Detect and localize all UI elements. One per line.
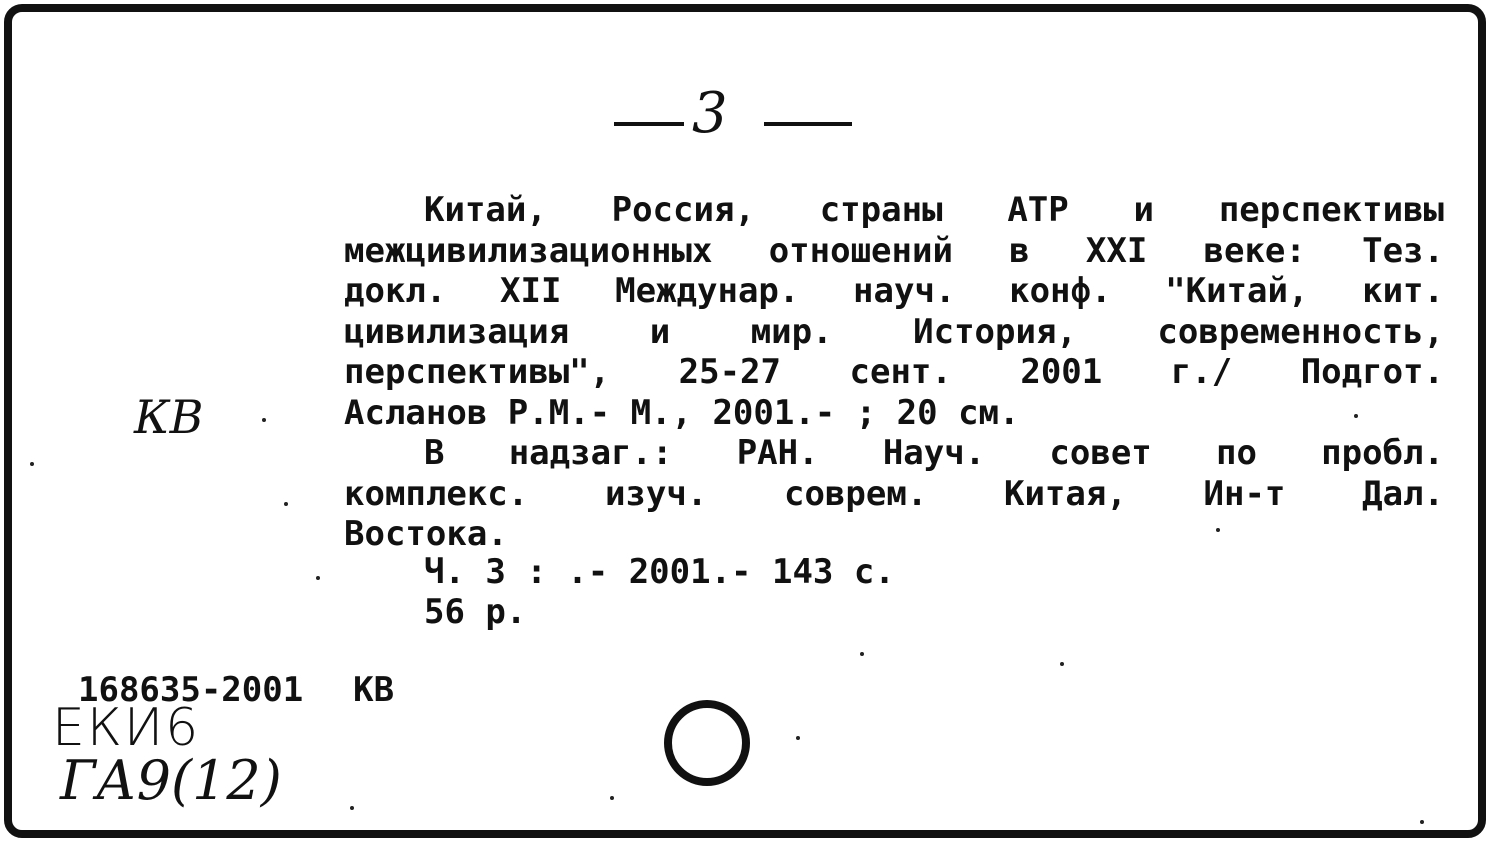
description-line: докл. XII Междунар. науч. конф. "Китай, кит. xyxy=(344,271,1444,311)
margin-mark: КВ xyxy=(134,390,204,444)
speck xyxy=(860,652,864,656)
inventory-number-value: 168635-2001 xyxy=(78,670,304,710)
speck xyxy=(1420,820,1424,824)
hole-punch-circle xyxy=(664,700,750,786)
description-line: межцивилизационных отношений в XXI веке: Тез. xyxy=(344,230,1444,271)
speck xyxy=(262,418,266,422)
page-number xyxy=(608,81,858,152)
note-line: Востока. xyxy=(344,514,508,554)
speck xyxy=(316,576,320,580)
classification-code-2: ГА9(12) xyxy=(60,749,282,812)
speck xyxy=(350,806,354,810)
volume-line: Ч. 3 : .- 2001.- 143 с. xyxy=(424,552,895,592)
description-line: Китай, Россия, страны АТР и перспективы xyxy=(424,190,1444,230)
speck xyxy=(1216,528,1220,532)
speck xyxy=(610,796,614,800)
classification-code-1: ЕКИ6 xyxy=(52,698,201,758)
speck xyxy=(284,502,288,506)
inventory-mark: КВ xyxy=(353,670,395,710)
speck xyxy=(1060,662,1064,666)
description-line: перспективы", 25-27 сент. 2001 г./ Подгот. xyxy=(344,352,1444,392)
note-line: В надзаг.: РАН. Науч. совет по пробл. xyxy=(424,433,1444,473)
description-line: Асланов Р.М.- М., 2001.- ; 20 см. xyxy=(344,392,1020,433)
note-line: комплекс. изуч. соврем. Китая, Ин-т Дал. xyxy=(344,473,1444,514)
description-line: цивилизация и мир. История, современность, xyxy=(344,311,1444,352)
bibliographic-description xyxy=(344,190,1444,555)
price-line: 56 р. xyxy=(424,592,527,632)
speck xyxy=(30,462,34,466)
speck xyxy=(1354,414,1358,418)
speck xyxy=(796,736,800,740)
page-number-dash-left xyxy=(614,122,684,126)
page-number-dash-right xyxy=(764,122,852,126)
page-number-digit: 3 xyxy=(692,81,728,146)
